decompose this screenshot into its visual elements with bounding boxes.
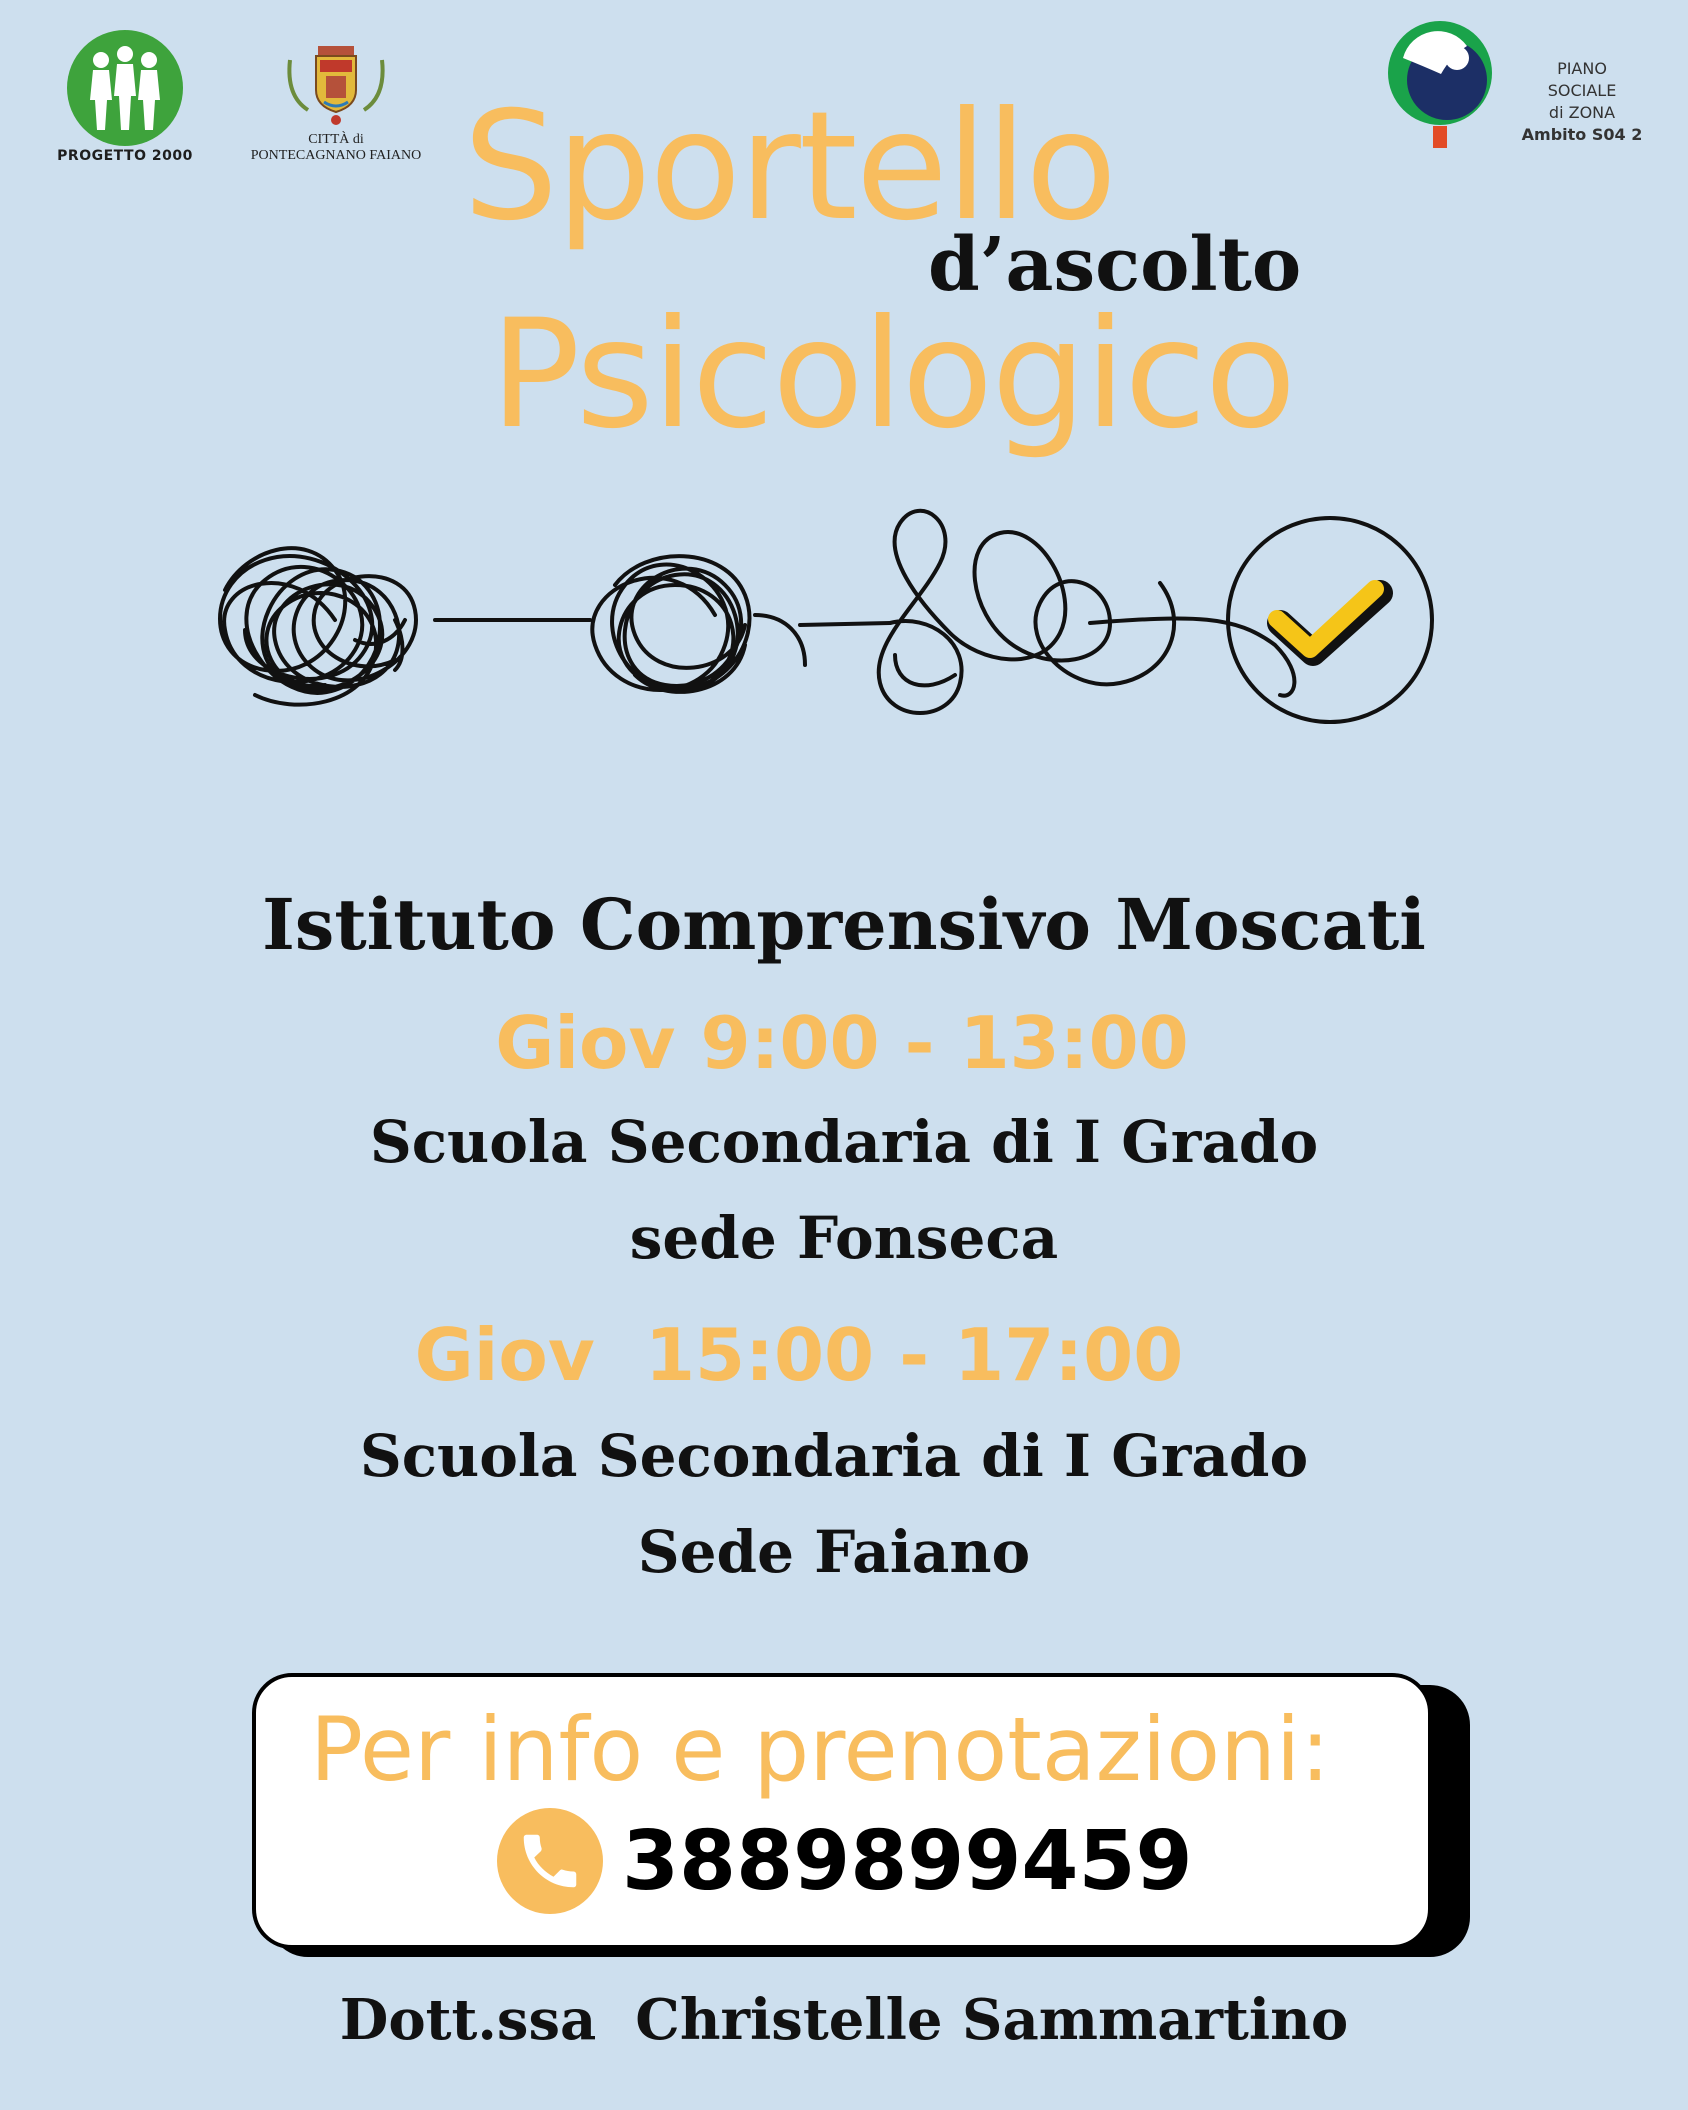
slot2-time: Giov 15:00 - 17:00 xyxy=(414,1313,1184,1397)
piano-sociale-label xyxy=(1507,58,1657,146)
piano-sociale-icon xyxy=(1385,18,1505,158)
psz-line4: Ambito S04 2 xyxy=(1521,125,1643,144)
slot1-time: Giov 9:00 - 13:00 xyxy=(495,1001,1189,1085)
city-label xyxy=(238,132,434,164)
phone-icon xyxy=(497,1808,603,1914)
school-name: Istituto Comprensivo Moscati xyxy=(262,883,1426,966)
signature: Dott.ssa Christelle Sammartino xyxy=(339,1987,1349,2053)
psz-line1: PIANO xyxy=(1557,59,1607,78)
phone-number[interactable]: 3889899459 xyxy=(622,1814,1193,1909)
psz-line2: SOCIALE xyxy=(1547,81,1617,100)
title-psicologico: Psicologico xyxy=(490,288,1295,462)
info-title: Per info e prenotazioni: xyxy=(310,1698,1330,1801)
piano-sociale-logo xyxy=(1385,18,1665,158)
untangling-illustration xyxy=(195,495,1530,750)
city-label-line1: CITTÀ di xyxy=(308,132,364,147)
slot1-location-line2: sede Fonseca xyxy=(629,1204,1059,1272)
slot2-location-line1: Scuola Secondaria di I Grado xyxy=(359,1422,1309,1490)
thread-2 xyxy=(800,623,890,625)
progetto-2000-logo xyxy=(50,30,200,170)
city-crest-logo xyxy=(238,40,434,180)
tangle-1 xyxy=(220,548,416,704)
slot1-location-line1: Scuola Secondaria di I Grado xyxy=(369,1108,1319,1176)
progetto-2000-label: PROGETTO 2000 xyxy=(57,148,193,164)
slot2-location-line2: Sede Faiano xyxy=(637,1518,1031,1586)
crest-icon xyxy=(238,40,434,132)
city-label-line2: PONTECAGNANO FAIANO xyxy=(250,148,422,163)
title-sportello: Sportello xyxy=(463,80,1116,254)
people-icon xyxy=(67,30,183,146)
psz-line3: di ZONA xyxy=(1548,103,1616,122)
tangle-2 xyxy=(592,556,805,692)
title-ascolto: d’ascolto xyxy=(928,222,1302,308)
tangle-3 xyxy=(879,511,1174,713)
